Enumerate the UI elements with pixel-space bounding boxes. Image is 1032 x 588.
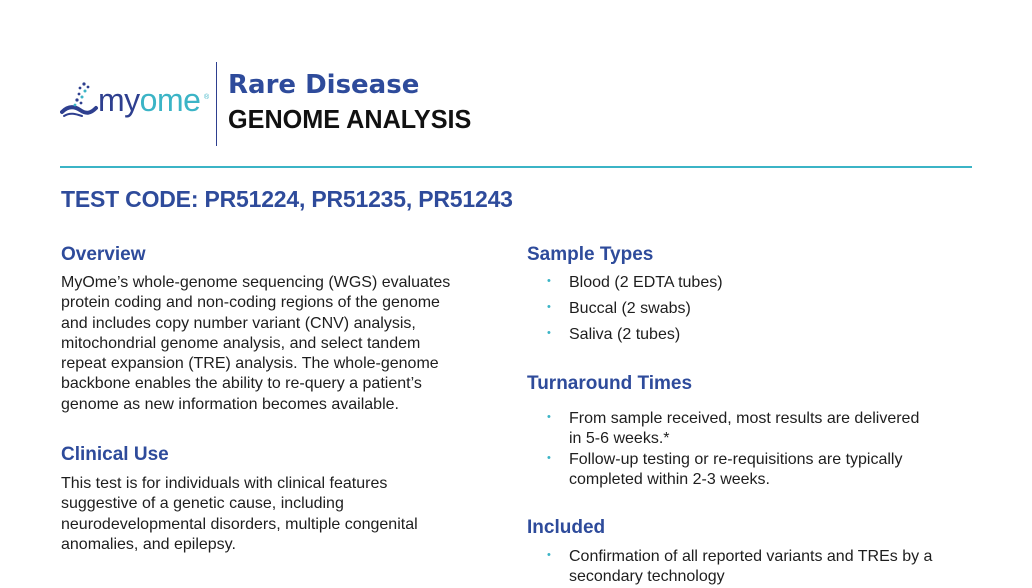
list-item: • Blood (2 EDTA tubes) <box>547 274 723 291</box>
included-list <box>527 547 987 588</box>
text-line: Follow-up testing or re-requisitions are typically <box>569 450 903 468</box>
text-line: neurodevelopmental disorders, multiple congenital <box>61 515 418 533</box>
list-item <box>527 547 987 588</box>
sample-types-heading: Sample Types <box>527 244 654 265</box>
page-title: Rare Disease <box>228 70 420 100</box>
dna-helix-icon <box>60 78 100 122</box>
header-rule <box>60 166 972 168</box>
text-line: protein coding and non-coding regions of the genome <box>61 294 440 312</box>
text-line: From sample received, most results are delivered <box>569 410 920 427</box>
bullet-icon: • <box>547 411 551 423</box>
text-line: backbone enables the ability to re-query a patient’s <box>61 375 422 393</box>
turnaround-heading: Turnaround Times <box>527 373 693 394</box>
page-subtitle: GENOME ANALYSIS <box>228 104 472 134</box>
text-line: repeat expansion (TRE) analysis. The whole-genome <box>61 355 439 373</box>
text-line: suggestive of a genetic cause, including <box>61 495 344 513</box>
myome-logo <box>60 78 212 124</box>
text-line: and includes copy number variant (CNV) analysis, <box>61 314 416 332</box>
turnaround-list <box>527 409 977 490</box>
overview-text <box>61 273 501 415</box>
text-line: anomalies, and epilepsy. <box>61 535 236 553</box>
text-line: secondary technology <box>569 568 725 586</box>
clinical-use-text <box>61 474 501 555</box>
text-line: This test is for individuals with clinical features <box>61 475 388 492</box>
included-heading: Included <box>527 517 606 538</box>
overview-heading: Overview <box>61 244 146 265</box>
bullet-icon: • <box>547 326 551 339</box>
text-line: MyOme’s whole-genome sequencing (WGS) evaluates <box>61 274 451 291</box>
list-item: • Buccal (2 swabs) <box>547 299 691 317</box>
sample-types-list <box>527 273 977 345</box>
list-item <box>527 409 977 450</box>
bullet-icon: • <box>547 275 551 287</box>
bullet-icon: • <box>547 549 551 561</box>
header-divider <box>216 62 217 146</box>
bullet-icon: • <box>547 300 551 313</box>
text-line: mitochondrial genome analysis, and select tandem <box>61 334 421 352</box>
list-item <box>527 450 977 491</box>
brand-wordmark: myome <box>98 82 201 118</box>
clinical-use-heading: Clinical Use <box>61 444 169 465</box>
registered-mark: ® <box>204 94 210 101</box>
text-line: completed within 2-3 weeks. <box>569 470 770 488</box>
list-item: • Saliva (2 tubes) <box>547 325 681 343</box>
text-line: genome as new information becomes available. <box>61 395 399 413</box>
test-code: TEST CODE: PR51224, PR51235, PR51243 <box>61 186 513 212</box>
text-line: in 5-6 weeks.* <box>569 430 670 448</box>
text-line: Confirmation of all reported variants and TREs by a <box>569 548 933 565</box>
bullet-icon: • <box>547 451 551 464</box>
